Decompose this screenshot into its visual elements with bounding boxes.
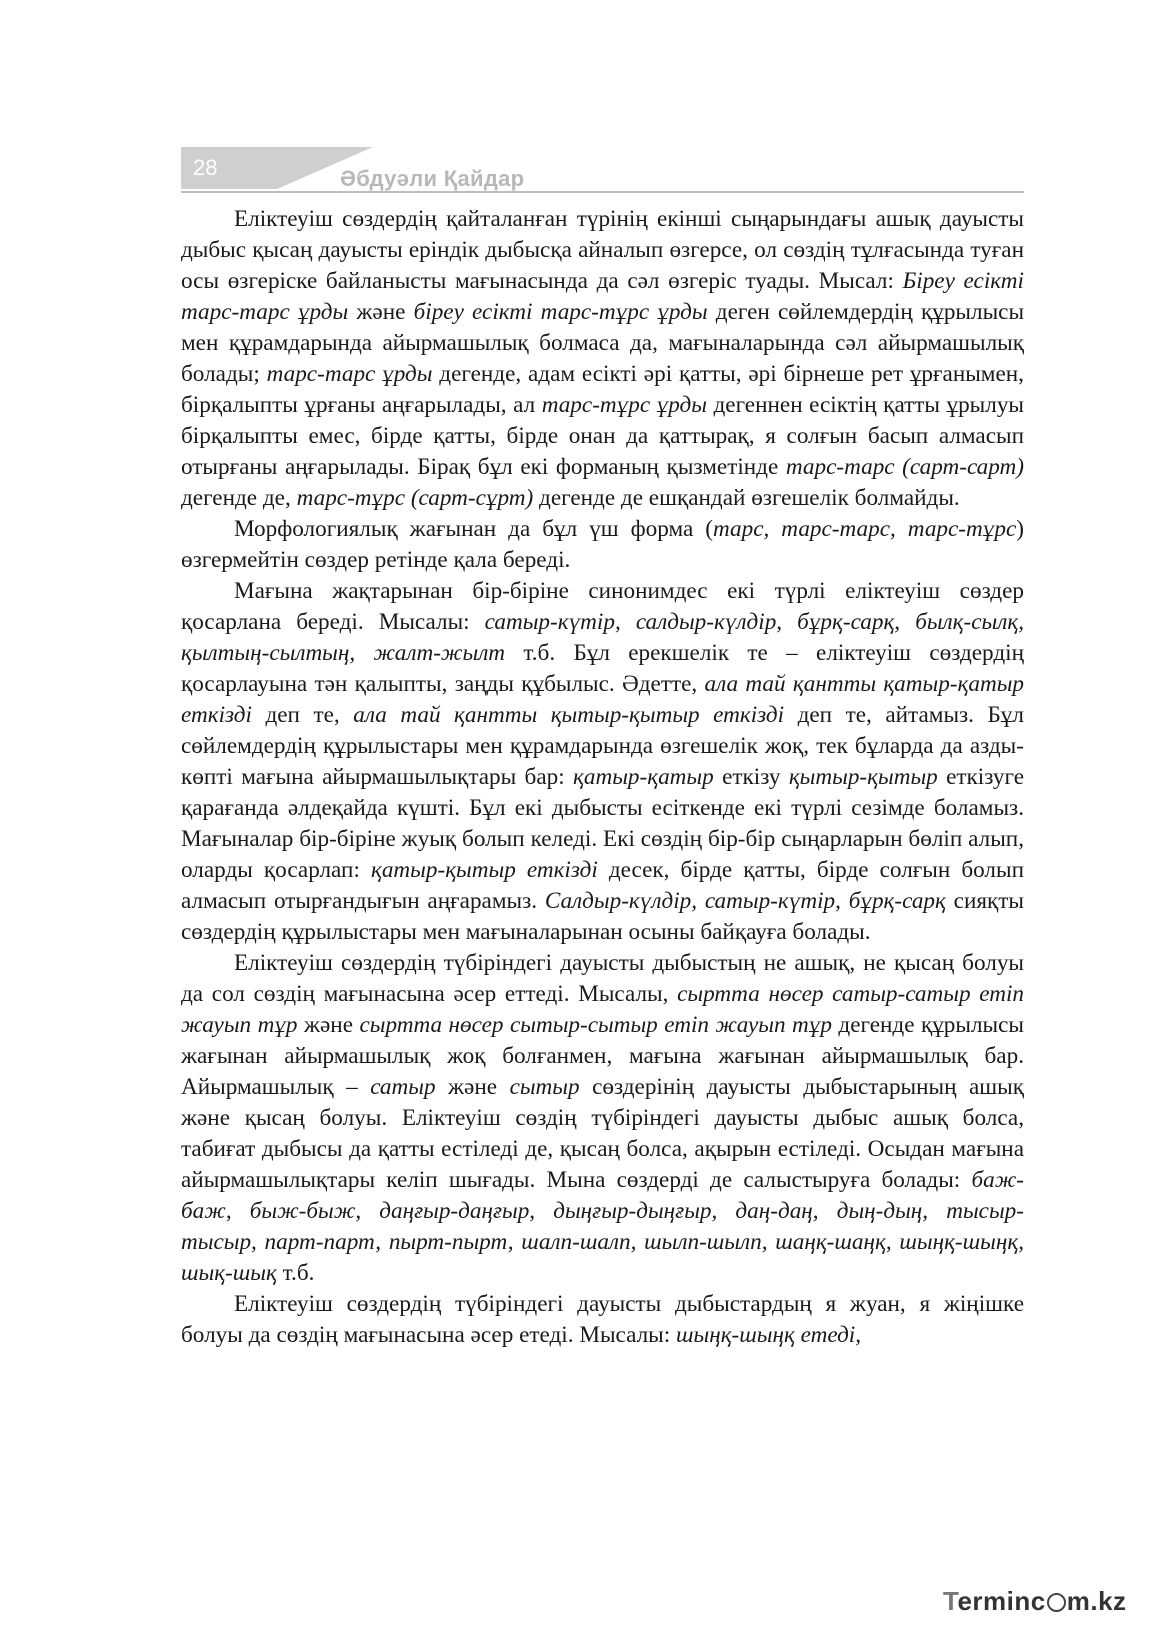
text-run: т.б. bbox=[276, 1260, 315, 1286]
italic-example: тарс-тарс (сарт-сарт) bbox=[785, 454, 1024, 480]
italic-example: тарс, тарс-тарс, тарс-тұрс bbox=[713, 516, 1017, 542]
header-rule bbox=[181, 191, 1024, 193]
italic-example: Салдыр-күлдір, сатыр-күтір, бұрқ-сарқ bbox=[544, 888, 946, 914]
italic-example: тарс-тарс ұрды bbox=[266, 361, 433, 387]
text-run: және bbox=[348, 299, 414, 325]
italic-example: сыртта нөсер сатыр-сатыр етіп жауып тұр bbox=[181, 981, 1025, 1038]
italic-example: ала тай қантты қытыр-қытыр еткізді bbox=[353, 702, 785, 728]
text-run: деп те, айтамыз. Бұл сөйлемдердің құрылыстары мен құрамдарында өзгешелік жоқ, тек бұларда да азды-көпті мағына айырмашылықтары бар: bbox=[181, 702, 1024, 790]
italic-example: тарс-тұрс ұрды bbox=[541, 392, 707, 418]
italic-example: тарс-тұрс (сарт-сұрт) bbox=[296, 485, 534, 511]
text-run: сияқты сөздердің құрылыстары мен мағыналарынан осыны байқауға болады. bbox=[181, 888, 1025, 945]
text-run: Еліктеуіш сөздердің қайталанған түрінің екінші сыңарындағы ашық дауысты дыбыс қысаң дауысты еріндік дыбысқа айналып өзгерсе, ол сөздің тұлғасында туған осы өзгеріске байланысты мағынасында да сәл өзгеріс туады. Мысал: bbox=[181, 206, 1024, 294]
italic-example: баж-баж, быж-быж, даңғыр-даңғыр, дыңғыр-дыңғыр, даң-даң, дың-дың, тысыр-тысыр, парт-парт, пырт-пырт, шалп-шалп, шылп-шылп, шаңқ-шаңқ, шыңқ-шыңқ, шық-шық bbox=[181, 1167, 1024, 1286]
italic-example: шыңқ-шыңқ етеді, bbox=[676, 1322, 862, 1348]
italic-example: сатыр bbox=[370, 1074, 436, 1100]
text-run: деген сөйлемдердің құрылысы мен құрамдарында айырмашылық болмаса да, мағыналарында сәл айырмашылық болады; bbox=[181, 299, 1025, 387]
italic-example: Біреу есікті тарс-тарс ұрды bbox=[181, 268, 1024, 325]
text-run: дегенде де, bbox=[181, 485, 297, 511]
page-header bbox=[181, 147, 1024, 195]
running-head-author: Әбдуәли Қайдар bbox=[340, 166, 525, 191]
text-run: деп те, bbox=[251, 702, 354, 728]
text-run: т.б. Бұл ерекшелік те – еліктеуіш сөздердің қосарлауына тән қалыпты, заңды құбылыс. Әдетте, bbox=[181, 640, 1024, 697]
text-run: және bbox=[435, 1074, 510, 1100]
text-run: еткізуге қарағанда әлдеқайда күшті. Бұл екі дыбысты есіткенде екі түрлі сезімде боламыз. Мағыналар бір-біріне жуық болып келеді. Екі сөздің бір-бір сыңарларын бөліп алып, оларды қосарлап: bbox=[181, 764, 1024, 883]
terminkz-watermark-logo: Terminc m.kz bbox=[943, 1586, 1127, 1616]
paragraph bbox=[181, 204, 1024, 514]
watermark-o-circle bbox=[1047, 1593, 1066, 1612]
text-run: еткізу bbox=[713, 764, 789, 790]
italic-example: сатыр-күтір, салдыр-күлдір, бұрқ-сарқ, былқ-сылқ, қылтың-сылтың, жалт-жылт bbox=[181, 609, 1024, 666]
italic-example: сытыр bbox=[509, 1074, 580, 1100]
text-run: дегенде де ешқандай өзгешелік болмайды. bbox=[533, 485, 960, 511]
text-run: Мағына жақтарынан бір-біріне синонимдес екі түрлі еліктеуіш сөздер қосарлана береді. Мысалы: bbox=[181, 578, 1024, 635]
paragraph bbox=[181, 514, 1024, 576]
italic-example: қатыр-қытыр еткізді bbox=[370, 857, 598, 883]
text-run: Еліктеуіш сөздердің түбіріндегі дауысты дыбыстың не ашық, не қысаң болуы да сол сөздің мағынасына әсер еттеді. Мысалы, bbox=[181, 950, 1024, 1007]
paragraph bbox=[181, 1289, 1024, 1351]
text-run: және bbox=[297, 1012, 360, 1038]
paragraph bbox=[181, 576, 1024, 948]
italic-example: қытыр-қытыр bbox=[788, 764, 938, 790]
body-text bbox=[181, 204, 1024, 1351]
text-run: дегенде, адам есікті әрі қатты, әрі бірнеше рет ұрғанымен, бірқалыпты ұрғаны аңғарылады, ал bbox=[181, 361, 1024, 418]
italic-example: қатыр-қатыр bbox=[573, 764, 714, 790]
text-run: дегенде құрылысы жағынан айырмашылық жоқ болғанмен, мағына жағынан айырмашылық бар. Айырмашылық – bbox=[181, 1012, 1025, 1100]
text-run: дегеннен есіктің қатты ұрылуы бірқалыпты емес, бірде қатты, бірде онан да қаттырақ, я солғын басып алмасып отырғаны аңғарылады. Бірақ бұл екі форманың қызметінде bbox=[181, 392, 1025, 480]
text-run: сөздерінің дауысты дыбыстарының ашық және қысаң болуы. Еліктеуіш сөздің түбіріндегі дауысты дыбыс ашық болса, табиғат дыбысы да қатты естіледі де, қысаң болса, ақырын естіледі. Осыдан мағына айырмашылықтары келіп шығады. Мына сөздерді де салыстыруға болады: bbox=[181, 1074, 1024, 1193]
italic-example: ала тай қантты қатыр-қатыр еткізді bbox=[181, 671, 1025, 728]
page-number: 28 bbox=[193, 155, 218, 180]
text-run: Еліктеуіш сөздердің түбіріндегі дауысты дыбыстардың я жуан, я жіңішке болуы да сөздің мағынасына әсер етеді. Мысалы: bbox=[181, 1291, 1024, 1348]
text-run: Морфологиялық жағынан да бұл үш форма ( bbox=[234, 516, 713, 542]
italic-example: сыртта нөсер сытыр-сытыр етіп жауып тұр bbox=[359, 1012, 832, 1038]
text-run: десек, бірде қатты, бірде солғын болып алмасып отырғандығын аңғарамыз. bbox=[181, 857, 1024, 914]
text-run: ) өзгермейтін сөздер ретінде қала береді. bbox=[181, 516, 1024, 573]
italic-example: біреу есікті тарс-тұрс ұрды bbox=[413, 299, 708, 325]
paragraph bbox=[181, 948, 1024, 1289]
